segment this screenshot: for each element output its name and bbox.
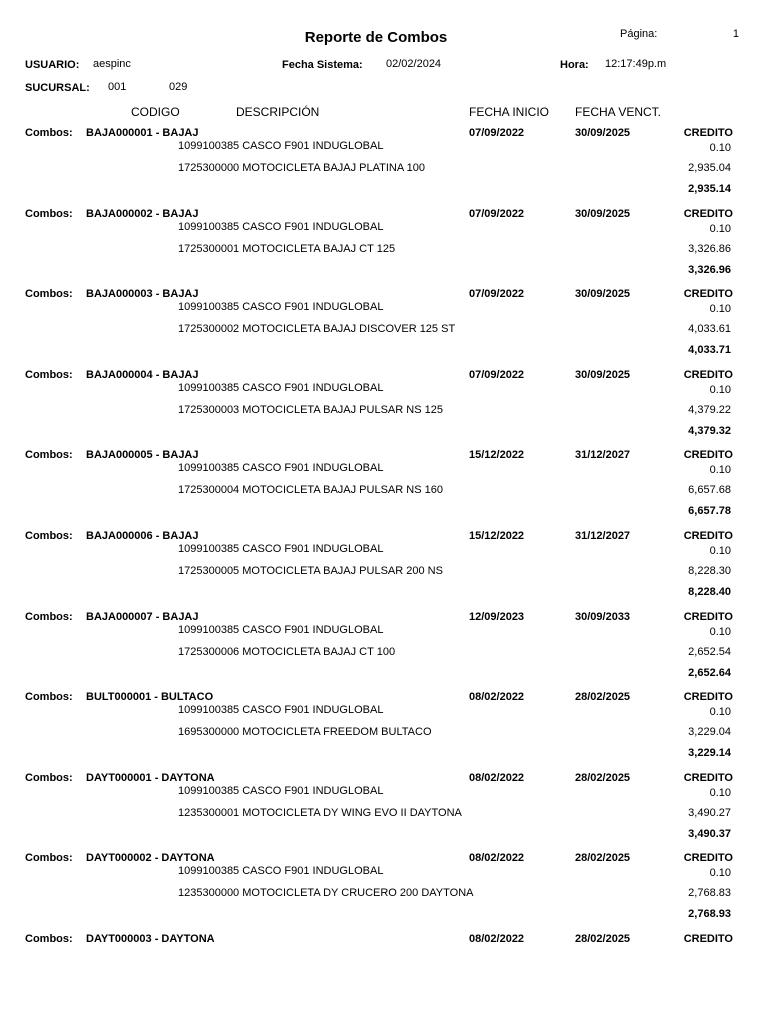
combo-start-date: 15/12/2022 xyxy=(469,449,525,462)
combo-payment-type: CREDITO xyxy=(683,288,733,301)
branch-value-2: 029 xyxy=(169,81,188,93)
combo-code: DAYT000001 - DAYTONA xyxy=(86,771,215,784)
combo-start-date: 08/02/2022 xyxy=(469,771,525,784)
combo-payment-type: CREDITO xyxy=(683,771,733,784)
time-value: 12:17:49p.m xyxy=(605,58,667,70)
combo-block xyxy=(0,530,768,611)
combo-code: BAJA000002 - BAJAJ xyxy=(86,207,199,220)
combo-label: Combos: xyxy=(25,691,73,704)
column-code: CODIGO xyxy=(131,105,180,119)
combo-block xyxy=(0,449,768,530)
combo-code: DAYT000003 - DAYTONA xyxy=(86,933,215,945)
item-description: 1725300002 MOTOCICLETA BAJAJ DISCOVER 125 ST xyxy=(178,323,456,336)
item-description: 1725300000 MOTOCICLETA BAJAJ PLATINA 100 xyxy=(178,162,426,174)
system-date-value: 02/02/2024 xyxy=(386,58,442,70)
combo-label: Combos: xyxy=(25,368,73,381)
combo-block xyxy=(0,772,768,853)
user-label: USUARIO: xyxy=(25,59,80,71)
combo-code: BAJA000001 - BAJAJ xyxy=(86,127,199,139)
combo-total: 6,657.78 xyxy=(688,505,731,518)
combo-block xyxy=(0,208,768,289)
combo-code: BAJA000007 - BAJAJ xyxy=(86,610,199,623)
combo-payment-type: CREDITO xyxy=(683,933,733,945)
combo-code: BULT000001 - BULTACO xyxy=(86,691,214,704)
combo-total: 3,326.96 xyxy=(688,263,731,276)
item-description: 1099100385 CASCO F901 INDUGLOBAL xyxy=(178,784,384,797)
combo-total: 8,228.40 xyxy=(688,586,731,598)
combo-label: Combos: xyxy=(25,610,73,623)
combo-end-date: 30/09/2025 xyxy=(575,288,631,301)
combo-block xyxy=(0,691,768,772)
item-description: 1099100385 CASCO F901 INDUGLOBAL xyxy=(178,462,384,475)
item-description: 1099100385 CASCO F901 INDUGLOBAL xyxy=(178,381,384,394)
item-value: 0.10 xyxy=(709,786,731,799)
combo-total: 3,229.14 xyxy=(688,747,731,760)
combo-label: Combos: xyxy=(25,771,73,784)
combo-start-date: 08/02/2022 xyxy=(469,691,525,704)
item-description: 1099100385 CASCO F901 INDUGLOBAL xyxy=(178,301,384,314)
system-date-label: Fecha Sistema: xyxy=(282,59,363,71)
item-value: 0.10 xyxy=(709,222,731,235)
item-value: 2,935.04 xyxy=(688,162,731,174)
branch-value-1: 001 xyxy=(108,81,127,93)
combo-total: 4,379.32 xyxy=(688,424,731,437)
combo-start-date: 07/09/2022 xyxy=(469,207,525,220)
combo-start-date: 08/02/2022 xyxy=(469,933,525,945)
item-description: 1725300001 MOTOCICLETA BAJAJ CT 125 xyxy=(178,242,396,255)
combo-total: 2,652.64 xyxy=(688,666,731,679)
combo-code: BAJA000004 - BAJAJ xyxy=(86,368,199,381)
item-value: 0.10 xyxy=(709,303,731,316)
item-value: 4,379.22 xyxy=(688,403,731,416)
combo-block xyxy=(0,288,768,369)
item-value: 2,652.54 xyxy=(688,645,731,658)
item-description: 1099100385 CASCO F901 INDUGLOBAL xyxy=(178,220,384,233)
combo-label: Combos: xyxy=(25,127,73,139)
combo-end-date: 31/12/2027 xyxy=(575,449,631,462)
item-value: 0.10 xyxy=(709,625,731,638)
combo-payment-type: CREDITO xyxy=(683,127,733,139)
combo-block xyxy=(0,127,768,208)
combo-block xyxy=(0,369,768,450)
combo-code: BAJA000006 - BAJAJ xyxy=(86,530,199,542)
combo-end-date: 28/02/2025 xyxy=(575,852,631,865)
item-description: 1725300006 MOTOCICLETA BAJAJ CT 100 xyxy=(178,645,396,658)
item-value: 6,657.68 xyxy=(688,484,731,497)
combo-payment-type: CREDITO xyxy=(683,368,733,381)
combo-label: Combos: xyxy=(25,852,73,865)
combo-total: 2,935.14 xyxy=(688,183,731,195)
item-value: 2,768.83 xyxy=(688,887,731,900)
combo-label: Combos: xyxy=(25,530,73,542)
combo-start-date: 07/09/2022 xyxy=(469,288,525,301)
column-description: DESCRIPCIÓN xyxy=(236,105,320,119)
combo-payment-type: CREDITO xyxy=(683,449,733,462)
combo-block xyxy=(0,611,768,692)
combo-code: DAYT000002 - DAYTONA xyxy=(86,852,215,865)
combo-end-date: 30/09/2025 xyxy=(575,207,631,220)
item-description: 1695300000 MOTOCICLETA FREEDOM BULTACO xyxy=(178,726,432,739)
combo-total: 3,490.37 xyxy=(688,827,731,840)
combo-total: 2,768.93 xyxy=(688,908,731,921)
item-value: 0.10 xyxy=(709,464,731,477)
time-label: Hora: xyxy=(560,59,589,71)
combo-label: Combos: xyxy=(25,288,73,301)
page-number: 1 xyxy=(732,28,739,40)
branch-label: SUCURSAL: xyxy=(25,82,90,94)
item-value: 4,033.61 xyxy=(688,323,731,336)
item-value: 3,229.04 xyxy=(688,726,731,739)
combo-start-date: 07/09/2022 xyxy=(469,127,525,139)
combo-end-date: 30/09/2025 xyxy=(575,127,631,139)
combo-label: Combos: xyxy=(25,933,73,945)
item-value: 0.10 xyxy=(709,706,731,719)
item-description: 1725300005 MOTOCICLETA BAJAJ PULSAR 200 NS xyxy=(178,565,443,577)
item-description: 1725300003 MOTOCICLETA BAJAJ PULSAR NS 125 xyxy=(178,403,443,416)
item-description: 1099100385 CASCO F901 INDUGLOBAL xyxy=(178,140,384,152)
combo-payment-type: CREDITO xyxy=(683,207,733,220)
user-value: aespinc xyxy=(93,58,131,70)
report-title: Reporte de Combos xyxy=(304,29,448,46)
combo-block xyxy=(0,852,768,933)
column-start-date: FECHA INICIO xyxy=(469,105,550,119)
item-value: 3,490.27 xyxy=(688,806,731,819)
item-description: 1099100385 CASCO F901 INDUGLOBAL xyxy=(178,865,384,878)
item-value: 0.10 xyxy=(709,545,731,557)
combo-end-date: 28/02/2025 xyxy=(575,771,631,784)
item-description: 1235300000 MOTOCICLETA DY CRUCERO 200 DAYTONA xyxy=(178,887,474,900)
combo-end-date: 28/02/2025 xyxy=(575,933,631,945)
combo-code: BAJA000003 - BAJAJ xyxy=(86,288,199,301)
combo-end-date: 28/02/2025 xyxy=(575,691,631,704)
combo-label: Combos: xyxy=(25,449,73,462)
combo-payment-type: CREDITO xyxy=(683,530,733,542)
item-description: 1235300001 MOTOCICLETA DY WING EVO II DAYTONA xyxy=(178,806,462,819)
item-value: 0.10 xyxy=(709,142,731,154)
combo-start-date: 15/12/2022 xyxy=(469,530,525,542)
item-value: 8,228.30 xyxy=(688,565,731,577)
combo-payment-type: CREDITO xyxy=(683,610,733,623)
item-description: 1099100385 CASCO F901 INDUGLOBAL xyxy=(178,623,384,636)
combo-block xyxy=(0,933,768,1014)
combo-end-date: 30/09/2033 xyxy=(575,610,631,623)
item-value: 3,326.86 xyxy=(688,242,731,255)
item-description: 1099100385 CASCO F901 INDUGLOBAL xyxy=(178,704,384,717)
item-description: 1725300004 MOTOCICLETA BAJAJ PULSAR NS 160 xyxy=(178,484,443,497)
combo-payment-type: CREDITO xyxy=(683,852,733,865)
combo-total: 4,033.71 xyxy=(688,344,731,357)
combo-start-date: 07/09/2022 xyxy=(469,368,525,381)
combo-payment-type: CREDITO xyxy=(683,691,733,704)
combo-end-date: 31/12/2027 xyxy=(575,530,631,542)
combo-end-date: 30/09/2025 xyxy=(575,368,631,381)
item-description: 1099100385 CASCO F901 INDUGLOBAL xyxy=(178,543,384,555)
combo-label: Combos: xyxy=(25,207,73,220)
combo-start-date: 12/09/2023 xyxy=(469,610,525,623)
item-value: 0.10 xyxy=(709,867,731,880)
page-label: Página: xyxy=(620,28,658,40)
item-value: 0.10 xyxy=(709,383,731,396)
combo-code: BAJA000005 - BAJAJ xyxy=(86,449,199,462)
column-end-date: FECHA VENCT. xyxy=(575,105,662,119)
combo-start-date: 08/02/2022 xyxy=(469,852,525,865)
